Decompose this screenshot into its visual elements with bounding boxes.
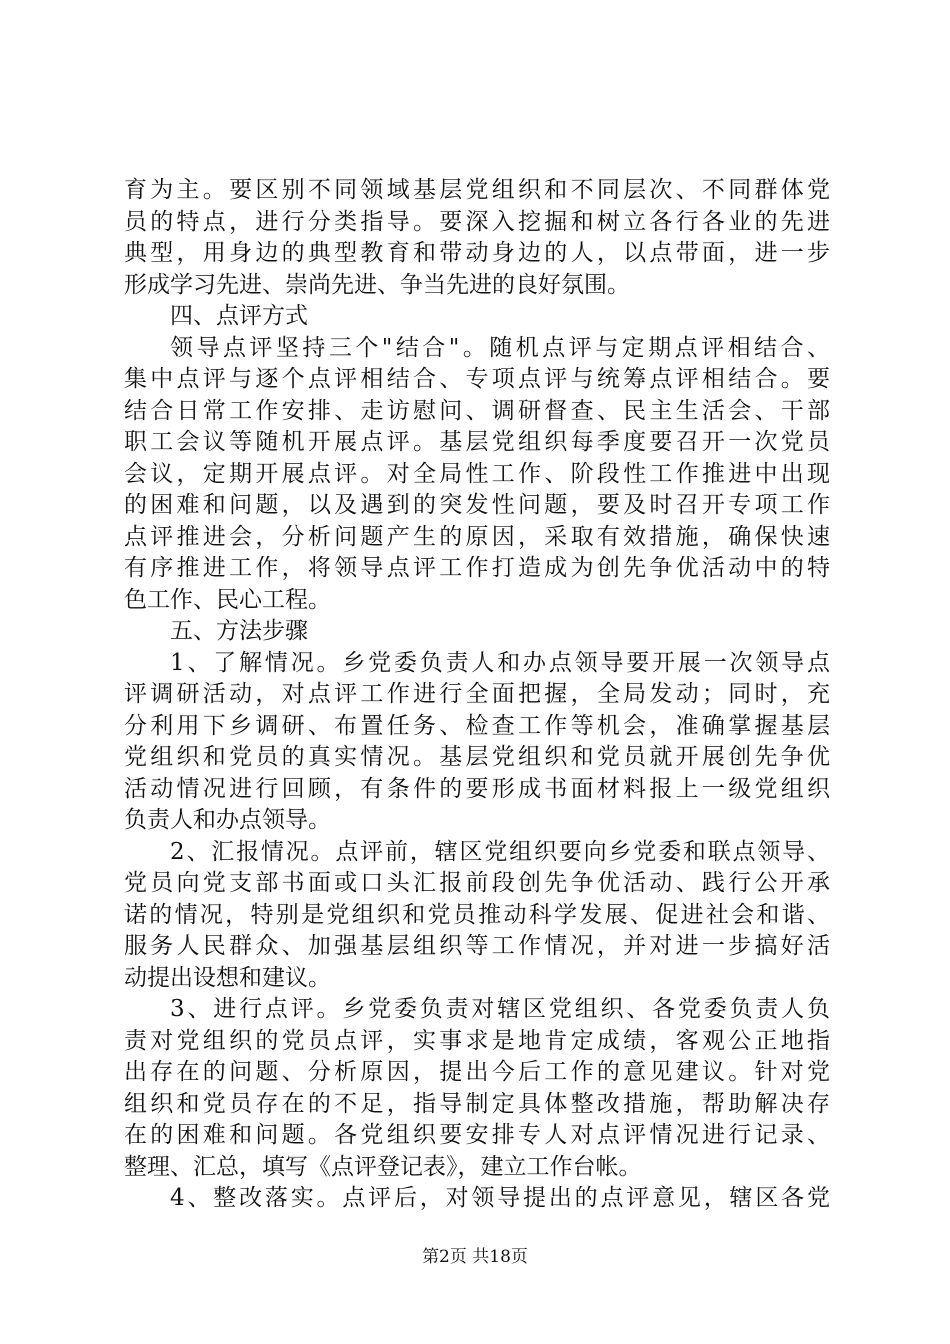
text-line: 诺的情况，特别是党组织和党员推动科学发展、促进社会和谐、: [124, 901, 830, 928]
text-line: 1、了解情况。乡党委负责人和办点领导要开展一次领导点: [170, 649, 830, 676]
text-line: 集中点评与逐个点评相结合、专项点评与统筹点评相结合。要: [124, 366, 830, 392]
text-line: 有序推进工作，将领导点评工作打造成为创先争优活动中的特: [124, 555, 830, 581]
text-line: 4、整改落实。点评后，对领导提出的点评意见，辖区各党: [170, 1185, 830, 1211]
text-line: 分利用下乡调研、布置任务、检查工作等机会，准确掌握基层: [124, 712, 830, 739]
text-line: 点评推进会，分析问题产生的原因，采取有效措施，确保快速: [124, 523, 830, 550]
text-line: 3、进行点评。乡党委负责对辖区党组织、各党委负责人负: [170, 996, 830, 1022]
body-text: [124, 175, 830, 1215]
text-line: 形成学习先进、崇尚先进、争当先进的良好氛围。: [124, 271, 630, 298]
text-line: 党员向党支部书面或口头汇报前段创先争优活动、践行公开承: [124, 870, 830, 896]
text-line: 的困难和问题，以及遇到的突发性问题，要及时召开专项工作: [124, 492, 830, 518]
text-line: 色工作、民心工程。: [124, 586, 331, 613]
text-line: 在的困难和问题。各党组织要安排专人对点评情况进行记录、: [124, 1122, 830, 1148]
text-line: 负责人和办点领导。: [124, 807, 331, 833]
text-line: 动提出设想和建议。: [124, 964, 331, 991]
section-heading: 五、方法步骤: [170, 618, 308, 644]
text-line: 责对党组织的党员点评，实事求是地肯定成绩，客观公正地指: [124, 1027, 830, 1054]
text-line: 领导点评坚持三个"结合"。随机点评与定期点评相结合、: [170, 334, 830, 361]
text-line: 活动情况进行回顾，有条件的要形成书面材料报上一级党组织: [124, 775, 830, 802]
page-footer: 第2页 共18页: [422, 1247, 528, 1267]
text-line: 育为主。要区别不同领域基层党组织和不同层次、不同群体党: [124, 177, 830, 203]
text-line: 出存在的问题、分析原因，提出今后工作的意见建议。针对党: [124, 1059, 830, 1085]
text-line: 结合日常工作安排、走访慰问、调研督查、民主生活会、干部: [124, 397, 830, 424]
text-line: 职工会议等随机开展点评。基层党组织每季度要召开一次党员: [124, 429, 830, 455]
text-line: 2、汇报情况。点评前，辖区党组织要向乡党委和联点领导、: [170, 838, 830, 865]
text-line: 评调研活动，对点评工作进行全面把握，全局发动；同时，充: [124, 681, 830, 707]
text-line: 员的特点，进行分类指导。要深入挖掘和树立各行各业的先进: [124, 208, 830, 235]
text-line: 党组织和党员的真实情况。基层党组织和党员就开展创先争优: [124, 744, 830, 770]
text-line: 服务人民群众、加强基层组织等工作情况，并对进一步搞好活: [124, 933, 830, 959]
text-line: 会议，定期开展点评。对全局性工作、阶段性工作推进中出现: [124, 460, 830, 487]
text-line: 典型，用身边的典型教育和带动身边的人，以点带面，进一步: [124, 240, 830, 266]
text-line: 组织和党员存在的不足，指导制定具体整改措施，帮助解决存: [124, 1090, 830, 1117]
section-heading: 四、点评方式: [170, 303, 308, 329]
text-line: 整理、汇总，填写《点评登记表》，建立工作台帐。: [124, 1153, 642, 1180]
